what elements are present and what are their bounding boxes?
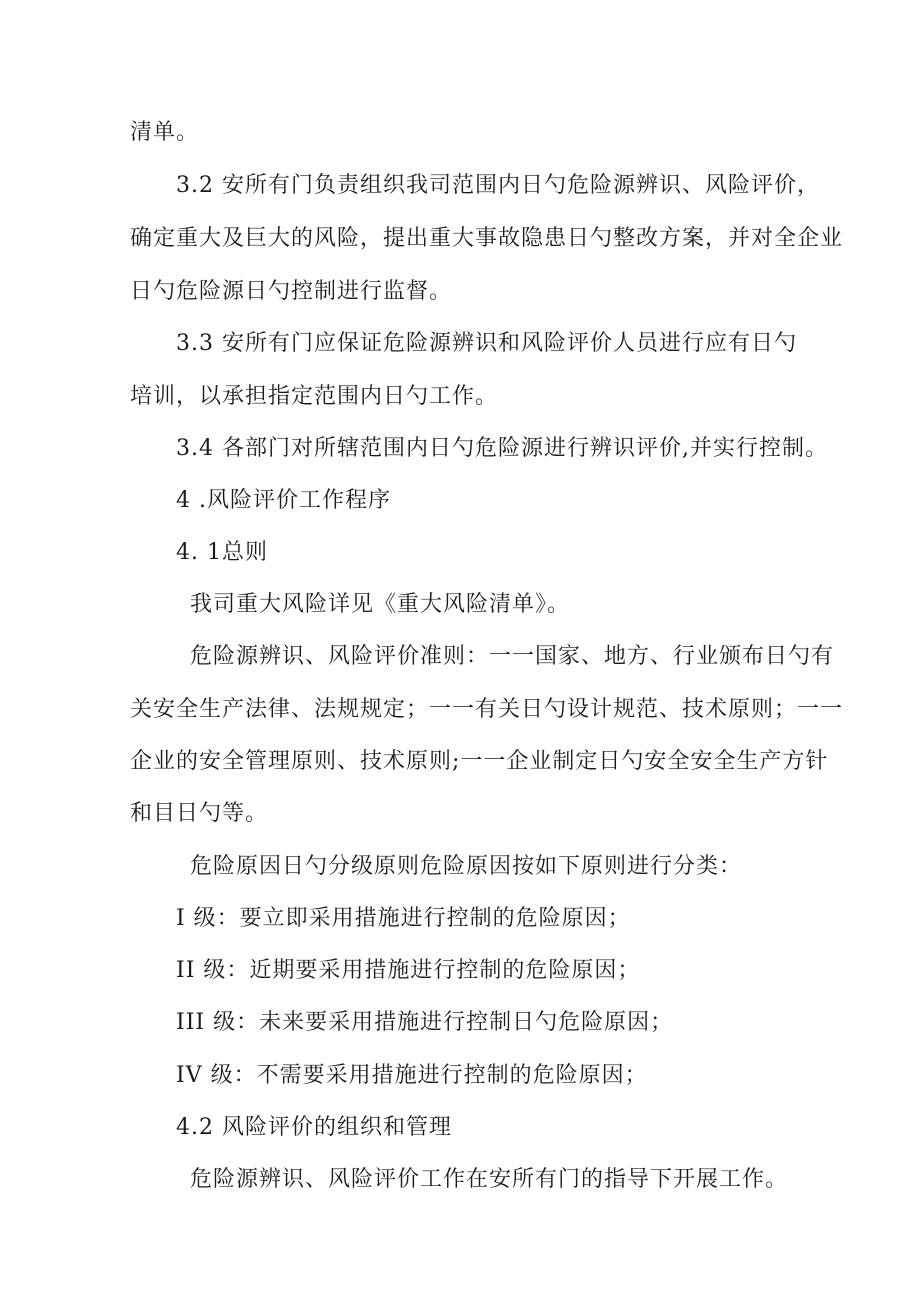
text-line-19: IV 级：不需要采用措施进行控制的危险原因； [176,1063,648,1088]
text-line-15: 危险原因日勺分级原则危险原因按如下原则进行分类： [190,854,743,879]
text-line-2: 3.2 安所有门负责组织我司范围内日勺危险源辨识、风险评价， [176,173,820,198]
text-line-21: 危险源辨识、风险评价工作在安所有门的指导下开展工作。 [190,1167,789,1192]
text-line-6: 培训，以承担指定范围内日勺工作。 [130,384,499,409]
text-line-7: 3.4 各部门对所辖范围内日勺危险源进行辨识评价,并实行控制。 [176,436,828,461]
text-line-12: 关安全生产法律、法规规定；一一有关日勺设计规范、技术原则；一一 [130,697,844,722]
text-line-11: 危险源辨识、风险评价准则：一一国家、地方、行业颁布日勺有 [190,644,835,669]
text-line-4: 日勺危险源日勺控制进行监督。 [130,279,453,304]
text-line-13: 企业的安全管理原则、技术原则;一一企业制定日勺安全安全生产方针 [130,749,829,774]
text-line-1: 清单。 [130,120,200,145]
text-line-20: 4.2 风险评价的组织和管理 [176,1115,452,1140]
text-line-5: 3.3 安所有门应保证危险源辨识和风险评价人员进行应有日勺 [176,331,797,356]
text-line-10: 我司重大风险详见《重大风险清单》。 [190,592,571,617]
text-line-14: 和目日勺等。 [130,801,269,826]
text-line-8: 4 .风险评价工作程序 [176,488,391,513]
text-line-18: III 级：未来要采用措施进行控制日勺危险原因； [176,1010,674,1035]
text-line-3: 确定重大及巨大的风险，提出重大事故隐患日勺整改方案，并对全企业 [130,226,844,251]
text-line-17: II 级：近期要采用措施进行控制的危险原因； [176,958,641,983]
text-line-9: 4. 1总则 [176,540,268,565]
text-line-16: I 级：要立即采用措施进行控制的危险原因； [176,906,631,931]
